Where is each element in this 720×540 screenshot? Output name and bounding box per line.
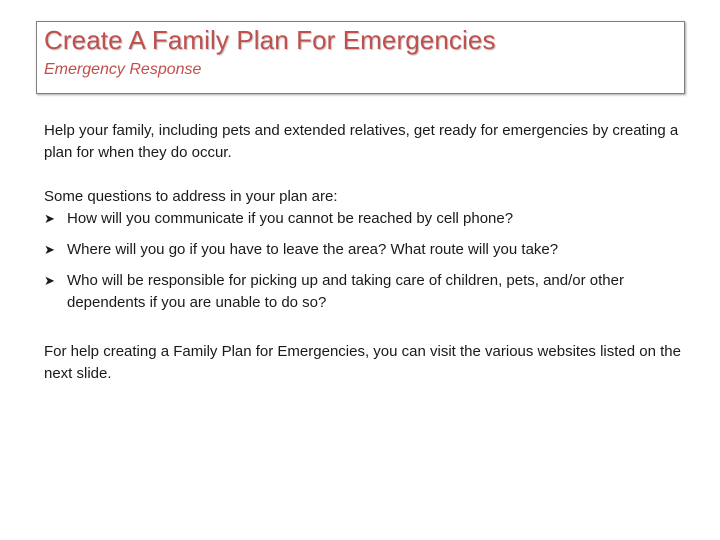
slide-body [44,120,684,385]
arrow-bullet-icon: ➤ [44,242,55,257]
question-text: Where will you go if you have to leave the area? What route will you take? [67,241,559,258]
title-box [36,21,685,94]
closing-paragraph: For help creating a Family Plan for Emergencies, you can visit the various websites listed on the next slide. [44,343,681,382]
page-subtitle: Emergency Response [44,61,202,78]
arrow-bullet-icon: ➤ [44,211,55,226]
question-list [44,208,684,314]
list-item [44,239,684,261]
question-text: Who will be responsible for picking up and taking care of children, pets, and/or other dependents if you are unable to do so? [67,272,624,311]
list-item [44,208,684,230]
intro-paragraph: Help your family, including pets and extended relatives, get ready for emergencies by creating a plan for when they do occur. [44,122,679,161]
question-text: How will you communicate if you cannot be reached by cell phone? [67,210,514,227]
arrow-bullet-icon: ➤ [44,273,55,288]
questions-heading: Some questions to address in your plan are: [44,188,338,205]
page-title: Create A Family Plan For Emergencies [44,25,496,55]
list-item [44,270,684,314]
